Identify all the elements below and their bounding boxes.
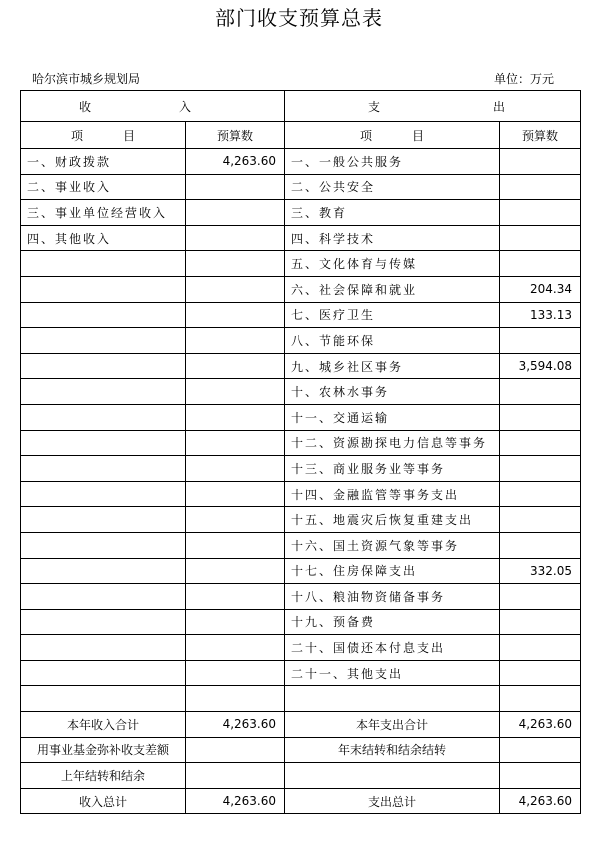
summary-expense-label: 年末结转和结余结转 (285, 737, 500, 763)
expense-item-cell: 二、公共安全 (285, 174, 500, 200)
summary-row (21, 788, 581, 814)
table-row (21, 404, 581, 430)
income-item-col-right: 目 (123, 128, 136, 143)
income-amount-cell (186, 174, 285, 200)
income-item-cell (21, 481, 186, 507)
income-item-cell (21, 584, 186, 610)
income-item-cell (21, 635, 186, 661)
table-row (21, 200, 581, 226)
unit-label: 单位：万元 (493, 72, 554, 86)
income-amount-cell: 4,263.60 (186, 149, 285, 175)
summary-income-amount: 4,263.60 (186, 712, 285, 738)
page-title: 部门收支预算总表 (215, 6, 383, 30)
summary-income-amount (186, 737, 285, 763)
expense-item-cell: 二十、国债还本付息支出 (285, 635, 500, 661)
expense-item-cell: 八、节能环保 (285, 328, 500, 354)
expense-item-cell (285, 686, 500, 712)
summary-income-label: 上年结转和结余 (21, 763, 186, 789)
income-amount-cell (186, 302, 285, 328)
expense-item-col-left: 项 (359, 128, 372, 143)
table-row (21, 686, 581, 712)
expense-budget-column-header: 预算数 (500, 122, 581, 149)
summary-expense-label (285, 763, 500, 789)
expense-amount-cell (500, 379, 581, 405)
expense-amount-cell (500, 456, 581, 482)
income-amount-cell (186, 507, 285, 533)
budget-table (20, 90, 581, 814)
table-row (21, 507, 581, 533)
summary-row (21, 737, 581, 763)
expense-amount-cell: 204.34 (500, 276, 581, 302)
summary-row (21, 712, 581, 738)
income-amount-cell (186, 481, 285, 507)
expense-section-header (285, 91, 581, 122)
income-item-cell (21, 404, 186, 430)
summary-expense-amount (500, 737, 581, 763)
income-item-cell (21, 507, 186, 533)
table-row (21, 430, 581, 456)
expense-item-cell: 十三、商业服务业等事务 (285, 456, 500, 482)
table-row (21, 584, 581, 610)
expense-item-cell: 一、一般公共服务 (285, 149, 500, 175)
income-item-cell (21, 276, 186, 302)
expense-amount-cell (500, 481, 581, 507)
expense-amount-cell (500, 251, 581, 277)
summary-expense-label: 本年支出合计 (285, 712, 500, 738)
expense-item-cell: 七、医疗卫生 (285, 302, 500, 328)
expense-item-cell: 十六、国土资源气象等事务 (285, 532, 500, 558)
expense-amount-cell (500, 174, 581, 200)
expense-item-cell: 十二、资源勘探电力信息等事务 (285, 430, 500, 456)
income-amount-cell (186, 328, 285, 354)
income-amount-cell (186, 609, 285, 635)
income-section-header (21, 91, 285, 122)
income-header-left: 收 (78, 99, 91, 114)
income-amount-cell (186, 379, 285, 405)
table-row (21, 660, 581, 686)
table-row (21, 149, 581, 175)
table-row (21, 302, 581, 328)
expense-item-cell: 十八、粮油物资储备事务 (285, 584, 500, 610)
income-item-cell (21, 558, 186, 584)
income-amount-cell (186, 584, 285, 610)
expense-amount-cell: 3,594.08 (500, 353, 581, 379)
income-item-cell: 二、事业收入 (21, 174, 186, 200)
expense-amount-cell (500, 430, 581, 456)
expense-item-cell: 四、科学技术 (285, 225, 500, 251)
table-column-header (21, 122, 581, 149)
expense-item-cell: 二十一、其他支出 (285, 660, 500, 686)
income-item-cell (21, 379, 186, 405)
income-item-cell (21, 430, 186, 456)
income-amount-cell (186, 225, 285, 251)
summary-row (21, 763, 581, 789)
table-row (21, 532, 581, 558)
expense-item-cell: 十一、交通运输 (285, 404, 500, 430)
expense-item-cell: 十五、地震灾后恢复重建支出 (285, 507, 500, 533)
summary-expense-amount: 4,263.60 (500, 788, 581, 814)
expense-header-left: 支 (367, 99, 380, 114)
income-amount-cell (186, 251, 285, 277)
income-item-column-header (21, 122, 186, 149)
table-row (21, 251, 581, 277)
expense-item-cell: 十、农林水事务 (285, 379, 500, 405)
expense-amount-cell (500, 404, 581, 430)
income-amount-cell (186, 660, 285, 686)
expense-amount-cell (500, 200, 581, 226)
table-row (21, 379, 581, 405)
table-row (21, 558, 581, 584)
income-budget-column-header: 预算数 (186, 122, 285, 149)
table-row (21, 353, 581, 379)
table-row (21, 635, 581, 661)
expense-header-right: 出 (492, 99, 505, 114)
income-item-cell (21, 302, 186, 328)
expense-amount-cell (500, 328, 581, 354)
income-amount-cell (186, 353, 285, 379)
expense-amount-cell (500, 225, 581, 251)
table-row (21, 609, 581, 635)
budget-table-body (21, 91, 581, 814)
summary-income-amount: 4,263.60 (186, 788, 285, 814)
income-amount-cell (186, 276, 285, 302)
income-item-cell (21, 353, 186, 379)
expense-amount-cell (500, 609, 581, 635)
summary-income-amount (186, 763, 285, 789)
income-item-cell (21, 686, 186, 712)
expense-item-col-right: 目 (412, 128, 425, 143)
income-amount-cell (186, 456, 285, 482)
expense-item-column-header (285, 122, 500, 149)
expense-item-cell: 九、城乡社区事务 (285, 353, 500, 379)
table-section-header (21, 91, 581, 122)
table-row (21, 328, 581, 354)
summary-income-label: 收入总计 (21, 788, 186, 814)
summary-expense-label: 支出总计 (285, 788, 500, 814)
table-row (21, 276, 581, 302)
expense-item-cell: 六、社会保障和就业 (285, 276, 500, 302)
unit-name: 哈尔滨市城乡规划局 (32, 72, 141, 86)
income-amount-cell (186, 404, 285, 430)
expense-amount-cell (500, 532, 581, 558)
expense-amount-cell (500, 584, 581, 610)
income-header-right: 入 (178, 99, 191, 114)
income-item-cell (21, 609, 186, 635)
expense-amount-cell (500, 149, 581, 175)
expense-item-cell: 十七、住房保障支出 (285, 558, 500, 584)
expense-amount-cell: 133.13 (500, 302, 581, 328)
income-amount-cell (186, 558, 285, 584)
expense-item-cell: 三、教育 (285, 200, 500, 226)
income-amount-cell (186, 200, 285, 226)
expense-item-cell: 十九、预备费 (285, 609, 500, 635)
summary-expense-amount (500, 763, 581, 789)
table-row (21, 456, 581, 482)
income-amount-cell (186, 686, 285, 712)
income-item-cell: 一、财政拨款 (21, 149, 186, 175)
expense-amount-cell: 332.05 (500, 558, 581, 584)
expense-amount-cell (500, 635, 581, 661)
income-amount-cell (186, 532, 285, 558)
income-amount-cell (186, 430, 285, 456)
expense-item-cell: 十四、金融监管等事务支出 (285, 481, 500, 507)
income-item-cell (21, 328, 186, 354)
income-item-cell (21, 660, 186, 686)
income-item-cell (21, 251, 186, 277)
income-item-cell: 三、事业单位经营收入 (21, 200, 186, 226)
income-amount-cell (186, 635, 285, 661)
table-row (21, 174, 581, 200)
expense-amount-cell (500, 686, 581, 712)
expense-item-cell: 五、文化体育与传媒 (285, 251, 500, 277)
income-item-col-left: 项 (70, 128, 83, 143)
income-item-cell (21, 532, 186, 558)
table-row (21, 225, 581, 251)
income-item-cell (21, 456, 186, 482)
expense-amount-cell (500, 660, 581, 686)
expense-amount-cell (500, 507, 581, 533)
table-row (21, 481, 581, 507)
summary-income-label: 本年收入合计 (21, 712, 186, 738)
income-item-cell: 四、其他收入 (21, 225, 186, 251)
summary-income-label: 用事业基金弥补收支差额 (21, 737, 186, 763)
summary-expense-amount: 4,263.60 (500, 712, 581, 738)
